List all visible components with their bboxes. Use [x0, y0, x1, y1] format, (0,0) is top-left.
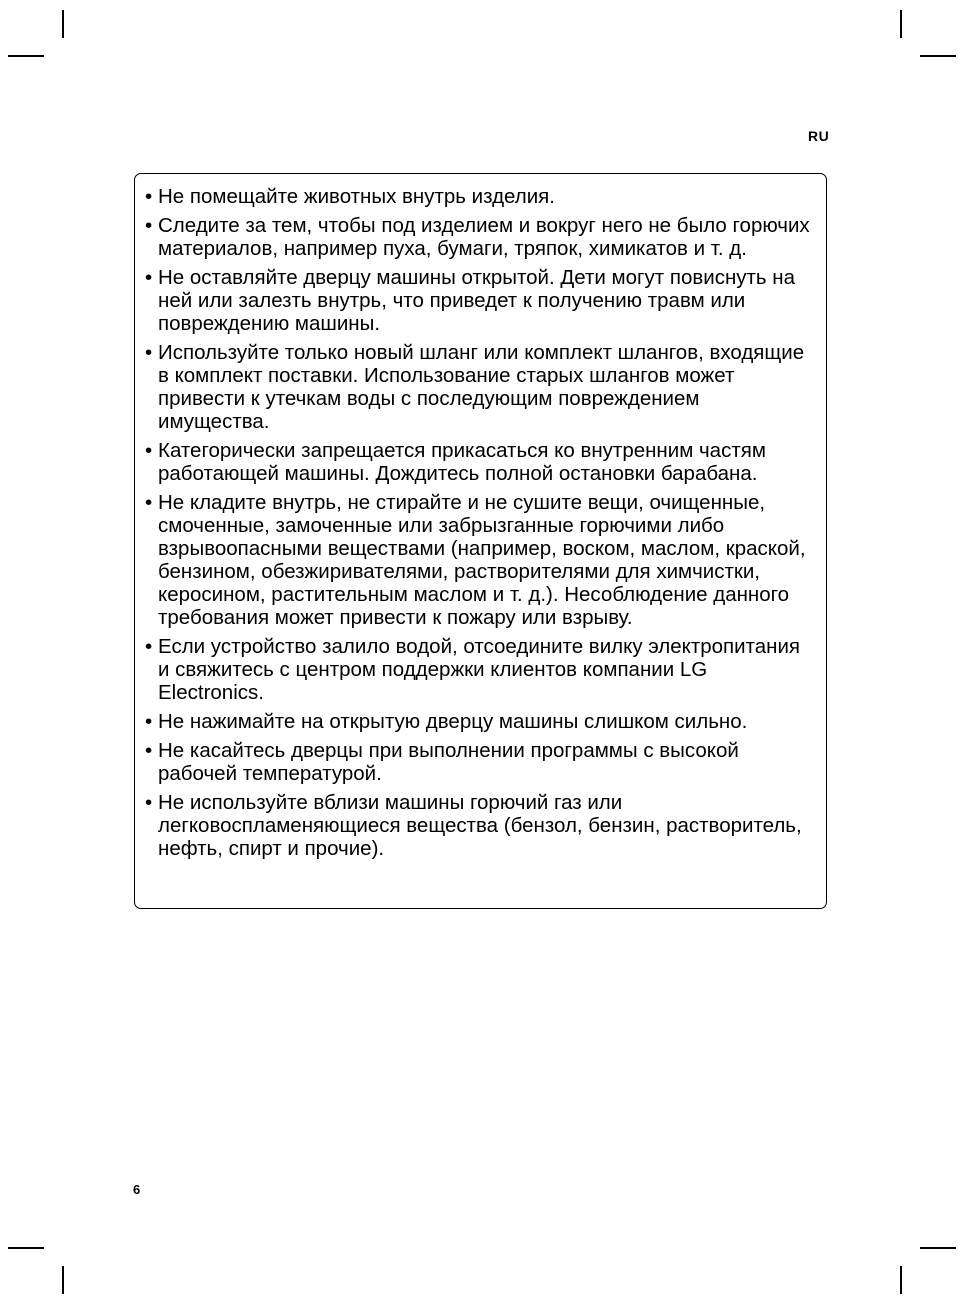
warning-item: • Категорически запрещается прикасаться ко внутренним частям работающей машины. Дождитесь полной остановки барабана. — [145, 439, 816, 485]
warning-item: • Не нажимайте на открытую дверцу машины слишком сильно. — [145, 710, 816, 733]
language-code: RU — [808, 128, 830, 144]
crop-mark-top-left-h — [8, 55, 44, 57]
crop-mark-bottom-left-v — [62, 1266, 64, 1294]
page-number: 6 — [133, 1182, 141, 1197]
warning-item: • Не касайтесь дверцы при выполнении программы с высокой рабочей температурой. — [145, 739, 816, 785]
crop-mark-bottom-right-h — [920, 1247, 956, 1249]
safety-warnings-box — [134, 173, 827, 909]
warning-item: • Не используйте вблизи машины горючий газ или легковоспламеняющиеся вещества (бензол, бензин, растворитель, нефть, спирт и прочие). — [145, 791, 816, 860]
crop-mark-bottom-right-v — [900, 1266, 902, 1294]
warning-item: • Используйте только новый шланг или комплект шлангов, входящие в комплект поставки. Использование старых шлангов может привести к утечкам воды с последующим повреждением имущества. — [145, 341, 816, 433]
warning-item: • Если устройство залило водой, отсоедините вилку электропитания и свяжитесь с центром поддержки клиентов компании LG Electronics. — [145, 635, 816, 704]
crop-mark-top-left-v — [62, 10, 64, 38]
warning-list — [145, 185, 816, 860]
warning-item: • Не оставляйте дверцу машины открытой. Дети могут повиснуть на ней или залезть внутрь, что приведет к получению травм или повреждению машины. — [145, 266, 816, 335]
warning-item: • Не помещайте животных внутрь изделия. — [145, 185, 816, 208]
crop-mark-bottom-left-h — [8, 1247, 44, 1249]
crop-mark-top-right-h — [920, 55, 956, 57]
crop-mark-top-right-v — [900, 10, 902, 38]
warning-item: • Следите за тем, чтобы под изделием и вокруг него не было горючих материалов, например пуха, бумаги, тряпок, химикатов и т. д. — [145, 214, 816, 260]
warning-item: • Не кладите внутрь, не стирайте и не сушите вещи, очищенные, смоченные, замоченные или забрызганные горючими либо взрывоопасными веществами (например, воском, маслом, краской, бензином, обезжиривателями, растворителями для химчистки, керосином, растительным маслом и т. д.). Несоблюдение данного требования может привести к пожару или взрыву. — [145, 491, 816, 629]
